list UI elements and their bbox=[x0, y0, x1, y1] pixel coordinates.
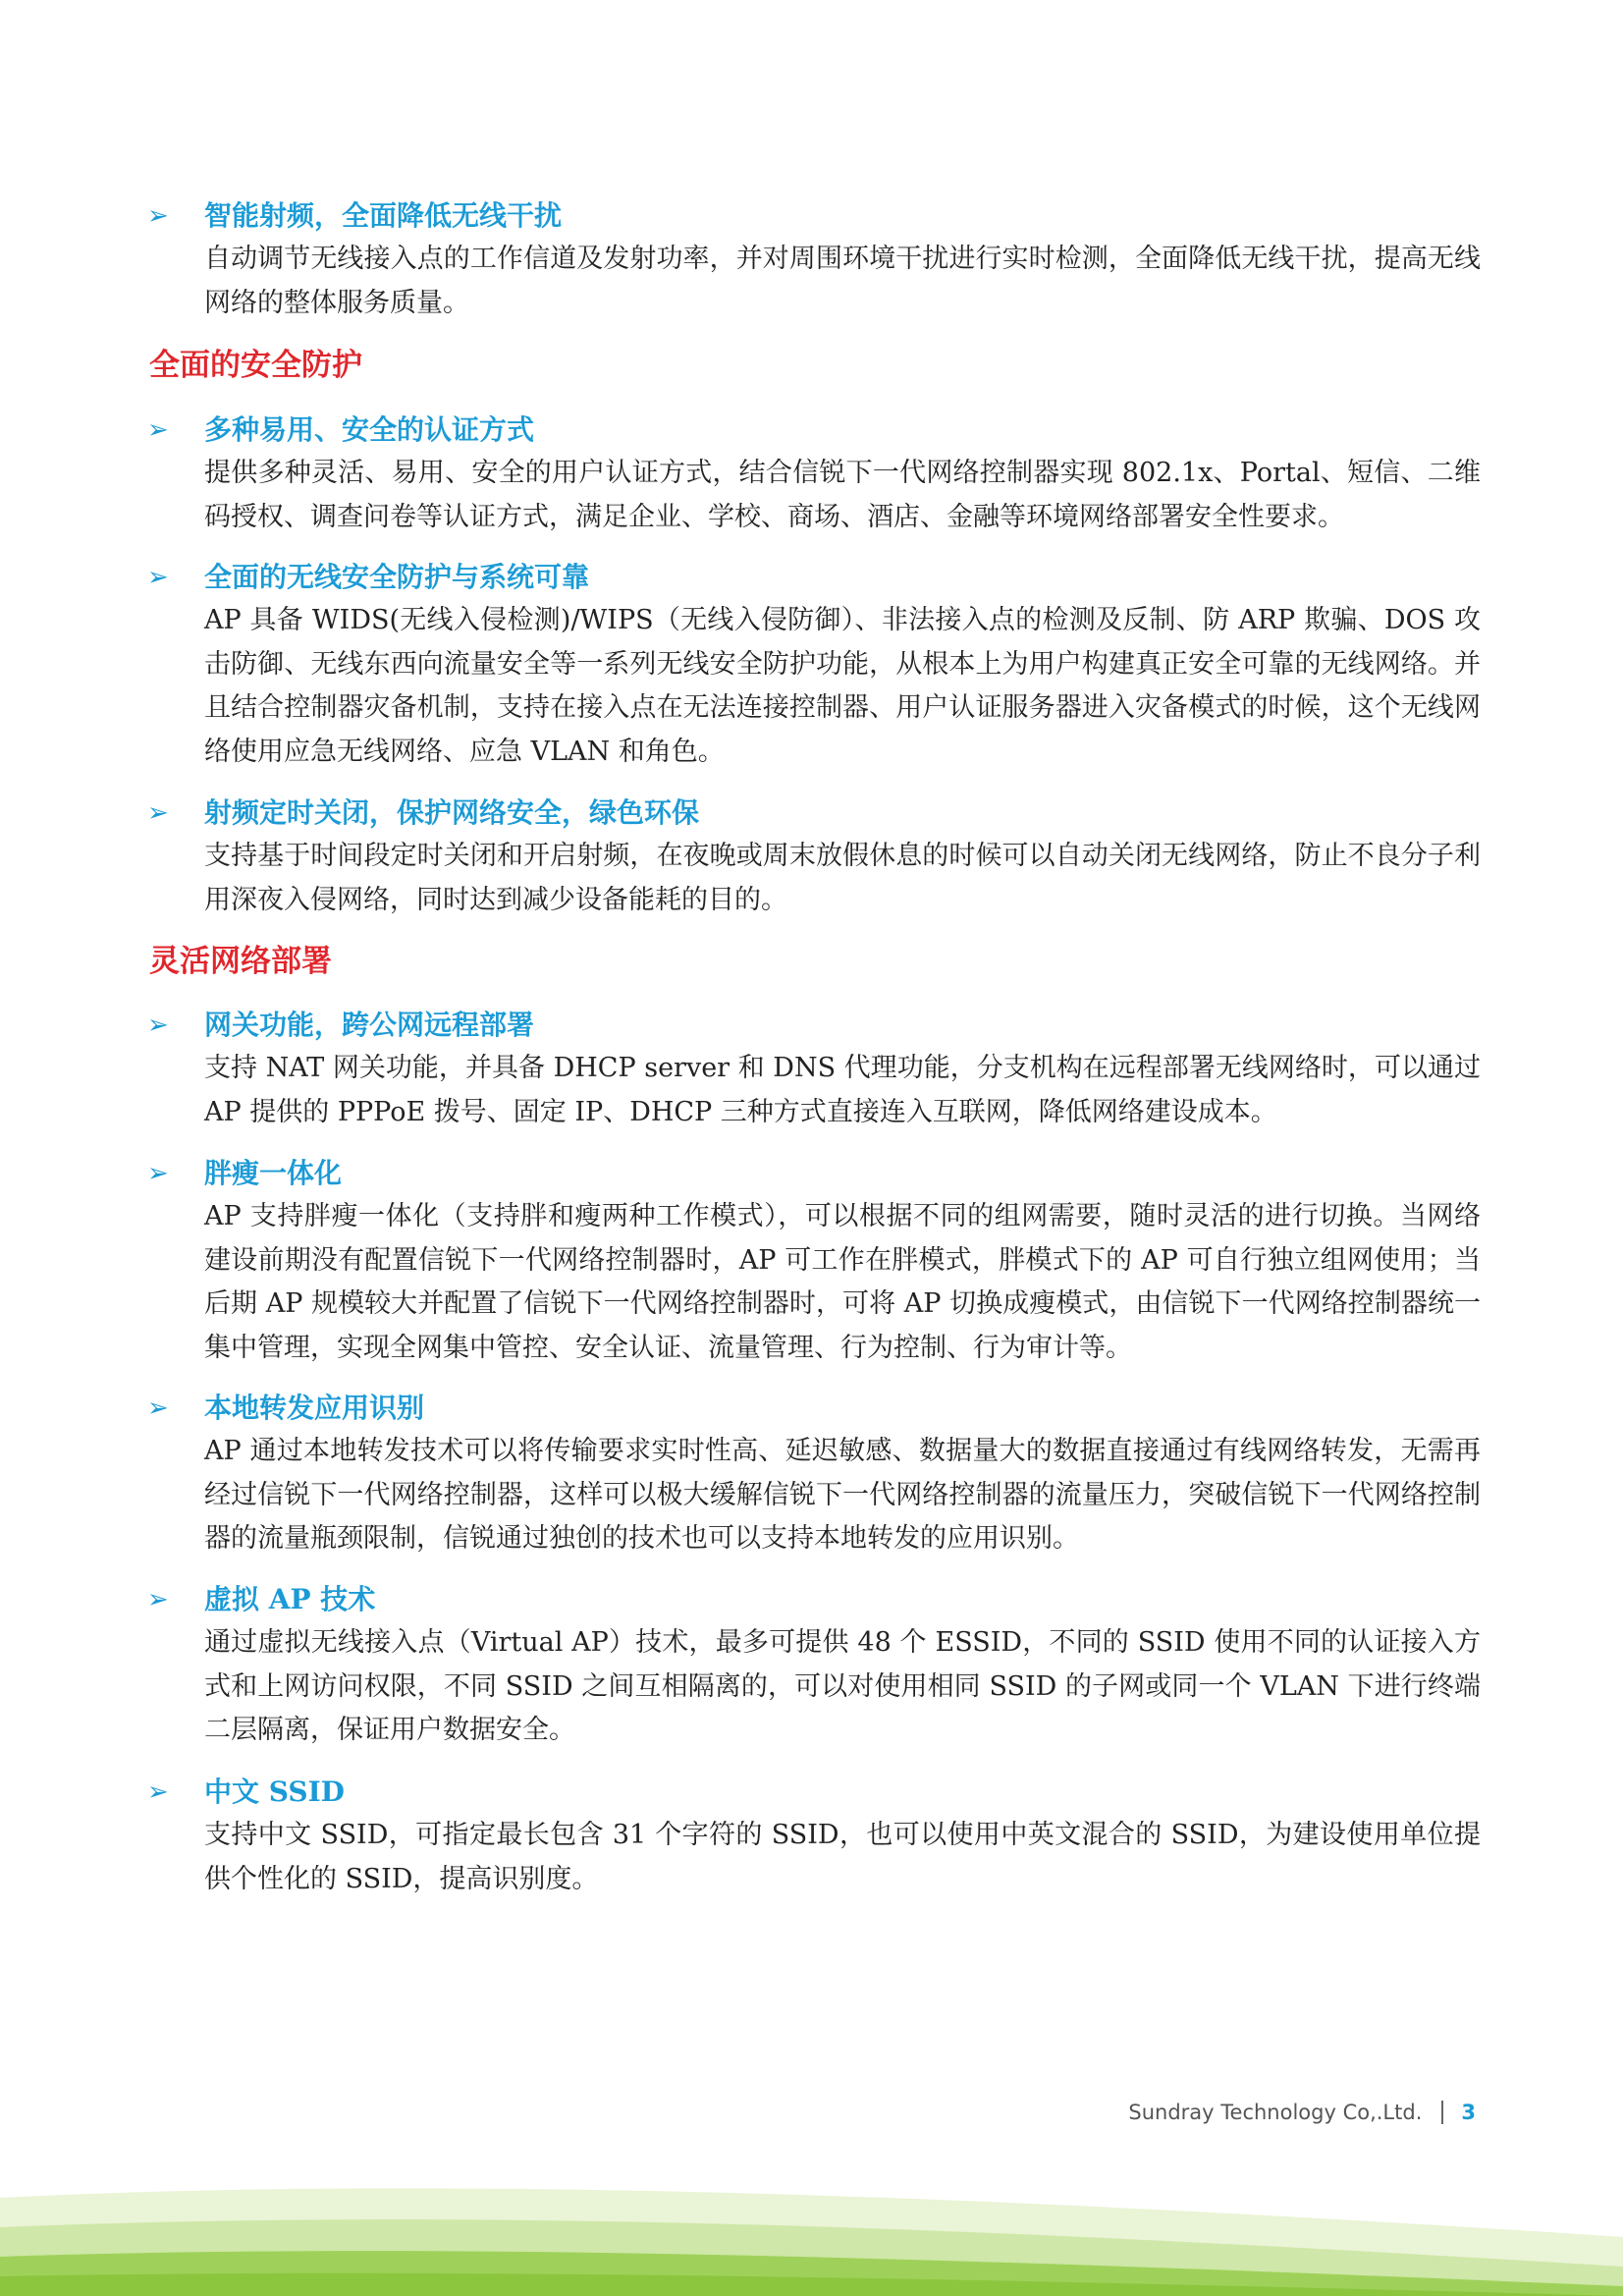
section-heading-deployment: 灵活网络部署 bbox=[149, 944, 332, 979]
arrow-bullet-icon: ➢ bbox=[147, 798, 169, 828]
feature-description: AP 通过本地转发技术可以将传输要求实时性高、延迟敏感、数据量大的数据直接通过有线网络转发，无需再经过信锐下一代网络控制器，这样可以极大缓解信锐下一代网络控制器的流量压力，突破信锐下一代网络控制器的流量瓶颈限制，信锐通过独创的技术也可以支持本地转发的应用识别。 bbox=[204, 1436, 1481, 1555]
feature-title: 网关功能，跨公网远程部署 bbox=[204, 1009, 535, 1041]
footer-divider bbox=[1441, 2101, 1443, 2124]
page-footer bbox=[1128, 2096, 1476, 2129]
feature-item bbox=[147, 1387, 1483, 1561]
feature-title: 虚拟 AP 技术 bbox=[204, 1583, 376, 1615]
feature-description: 支持基于时间段定时关闭和开启射频，在夜晚或周末放假休息的时候可以自动关闭无线网络，防止不良分子利用深夜入侵网络，同时达到减少设备能耗的目的。 bbox=[204, 841, 1481, 915]
feature-description: AP 支持胖瘦一体化（支持胖和瘦两种工作模式），可以根据不同的组网需要，随时灵活的进行切换。当网络建设前期没有配置信锐下一代网络控制器时，AP 可工作在胖模式，胖模式下的 AP 可自行独立组网使用；当后期 AP 规模较大并配置了信锐下一代网络控制器时，可将 AP 切换成瘦模式，由信锐下一代网络控制器统一集中管理，实现全网集中管控、安全认证、流量管理、行为控制、行为审计等。 bbox=[204, 1201, 1481, 1364]
feature-item bbox=[147, 409, 1483, 539]
feature-item bbox=[147, 556, 1483, 775]
feature-item bbox=[147, 792, 1483, 922]
feature-item bbox=[147, 194, 1483, 325]
feature-title: 射频定时关闭，保护网络安全，绿色环保 bbox=[204, 796, 700, 829]
page-number: 3 bbox=[1461, 2101, 1476, 2124]
feature-title: 多种易用、安全的认证方式 bbox=[204, 413, 535, 446]
arrow-bullet-icon: ➢ bbox=[147, 1585, 169, 1614]
arrow-bullet-icon: ➢ bbox=[147, 415, 169, 445]
feature-title: 中文 SSID bbox=[204, 1776, 345, 1808]
feature-title: 全面的无线安全防护与系统可靠 bbox=[204, 561, 590, 593]
feature-description: 支持 NAT 网关功能，并具备 DHCP server 和 DNS 代理功能，分支机构在远程部署无线网络时，可以通过 AP 提供的 PPPoE 拨号、固定 IP、DHCP 三种方式直接连入互联网，降低网络建设成本。 bbox=[204, 1053, 1481, 1127]
footer-company: Sundray Technology Co,.Ltd. bbox=[1128, 2101, 1423, 2124]
feature-description: 自动调节无线接入点的工作信道及发射功率，并对周围环境干扰进行实时检测，全面降低无线干扰，提高无线网络的整体服务质量。 bbox=[204, 244, 1481, 318]
arrow-bullet-icon: ➢ bbox=[147, 1394, 169, 1423]
feature-item bbox=[147, 1771, 1483, 1901]
arrow-bullet-icon: ➢ bbox=[147, 201, 169, 231]
feature-description: 提供多种灵活、易用、安全的用户认证方式，结合信锐下一代网络控制器实现 802.1x、Portal、短信、二维码授权、调查问卷等认证方式，满足企业、学校、商场、酒店、金融等环境网络部署安全性要求。 bbox=[204, 458, 1481, 532]
feature-description: 通过虚拟无线接入点（Virtual AP）技术，最多可提供 48 个 ESSID，不同的 SSID 使用不同的认证接入方式和上网访问权限，不同 SSID 之间互相隔离的，可以对使用相同 SSID 的子网或同一个 VLAN 下进行终端二层隔离，保证用户数据安全。 bbox=[204, 1627, 1481, 1746]
arrow-bullet-icon: ➢ bbox=[147, 1011, 169, 1040]
arrow-bullet-icon: ➢ bbox=[147, 1777, 169, 1807]
feature-item bbox=[147, 1578, 1483, 1753]
feature-title: 胖瘦一体化 bbox=[204, 1157, 343, 1189]
section-heading-security: 全面的安全防护 bbox=[149, 348, 362, 383]
feature-item bbox=[147, 1152, 1483, 1371]
arrow-bullet-icon: ➢ bbox=[147, 1159, 169, 1188]
decorative-wave bbox=[0, 2159, 1623, 2296]
arrow-bullet-icon: ➢ bbox=[147, 563, 169, 592]
feature-title: 本地转发应用识别 bbox=[204, 1392, 425, 1424]
feature-item bbox=[147, 1004, 1483, 1134]
feature-description: 支持中文 SSID，可指定最长包含 31 个字符的 SSID，也可以使用中英文混合的 SSID，为建设使用单位提供个性化的 SSID，提高识别度。 bbox=[204, 1820, 1481, 1894]
feature-title: 智能射频，全面降低无线干扰 bbox=[204, 199, 563, 232]
feature-description: AP 具备 WIDS(无线入侵检测)/WIPS（无线入侵防御）、非法接入点的检测及反制、防 ARP 欺骗、DOS 攻击防御、无线东西向流量安全等一系列无线安全防护功能，从根本上为用户构建真正安全可靠的无线网络。并且结合控制器灾备机制，支持在接入点在无法连接控制器、用户认证服务器进入灾备模式的时候，这个无线网络使用应急无线网络、应急 VLAN 和角色。 bbox=[204, 605, 1481, 768]
